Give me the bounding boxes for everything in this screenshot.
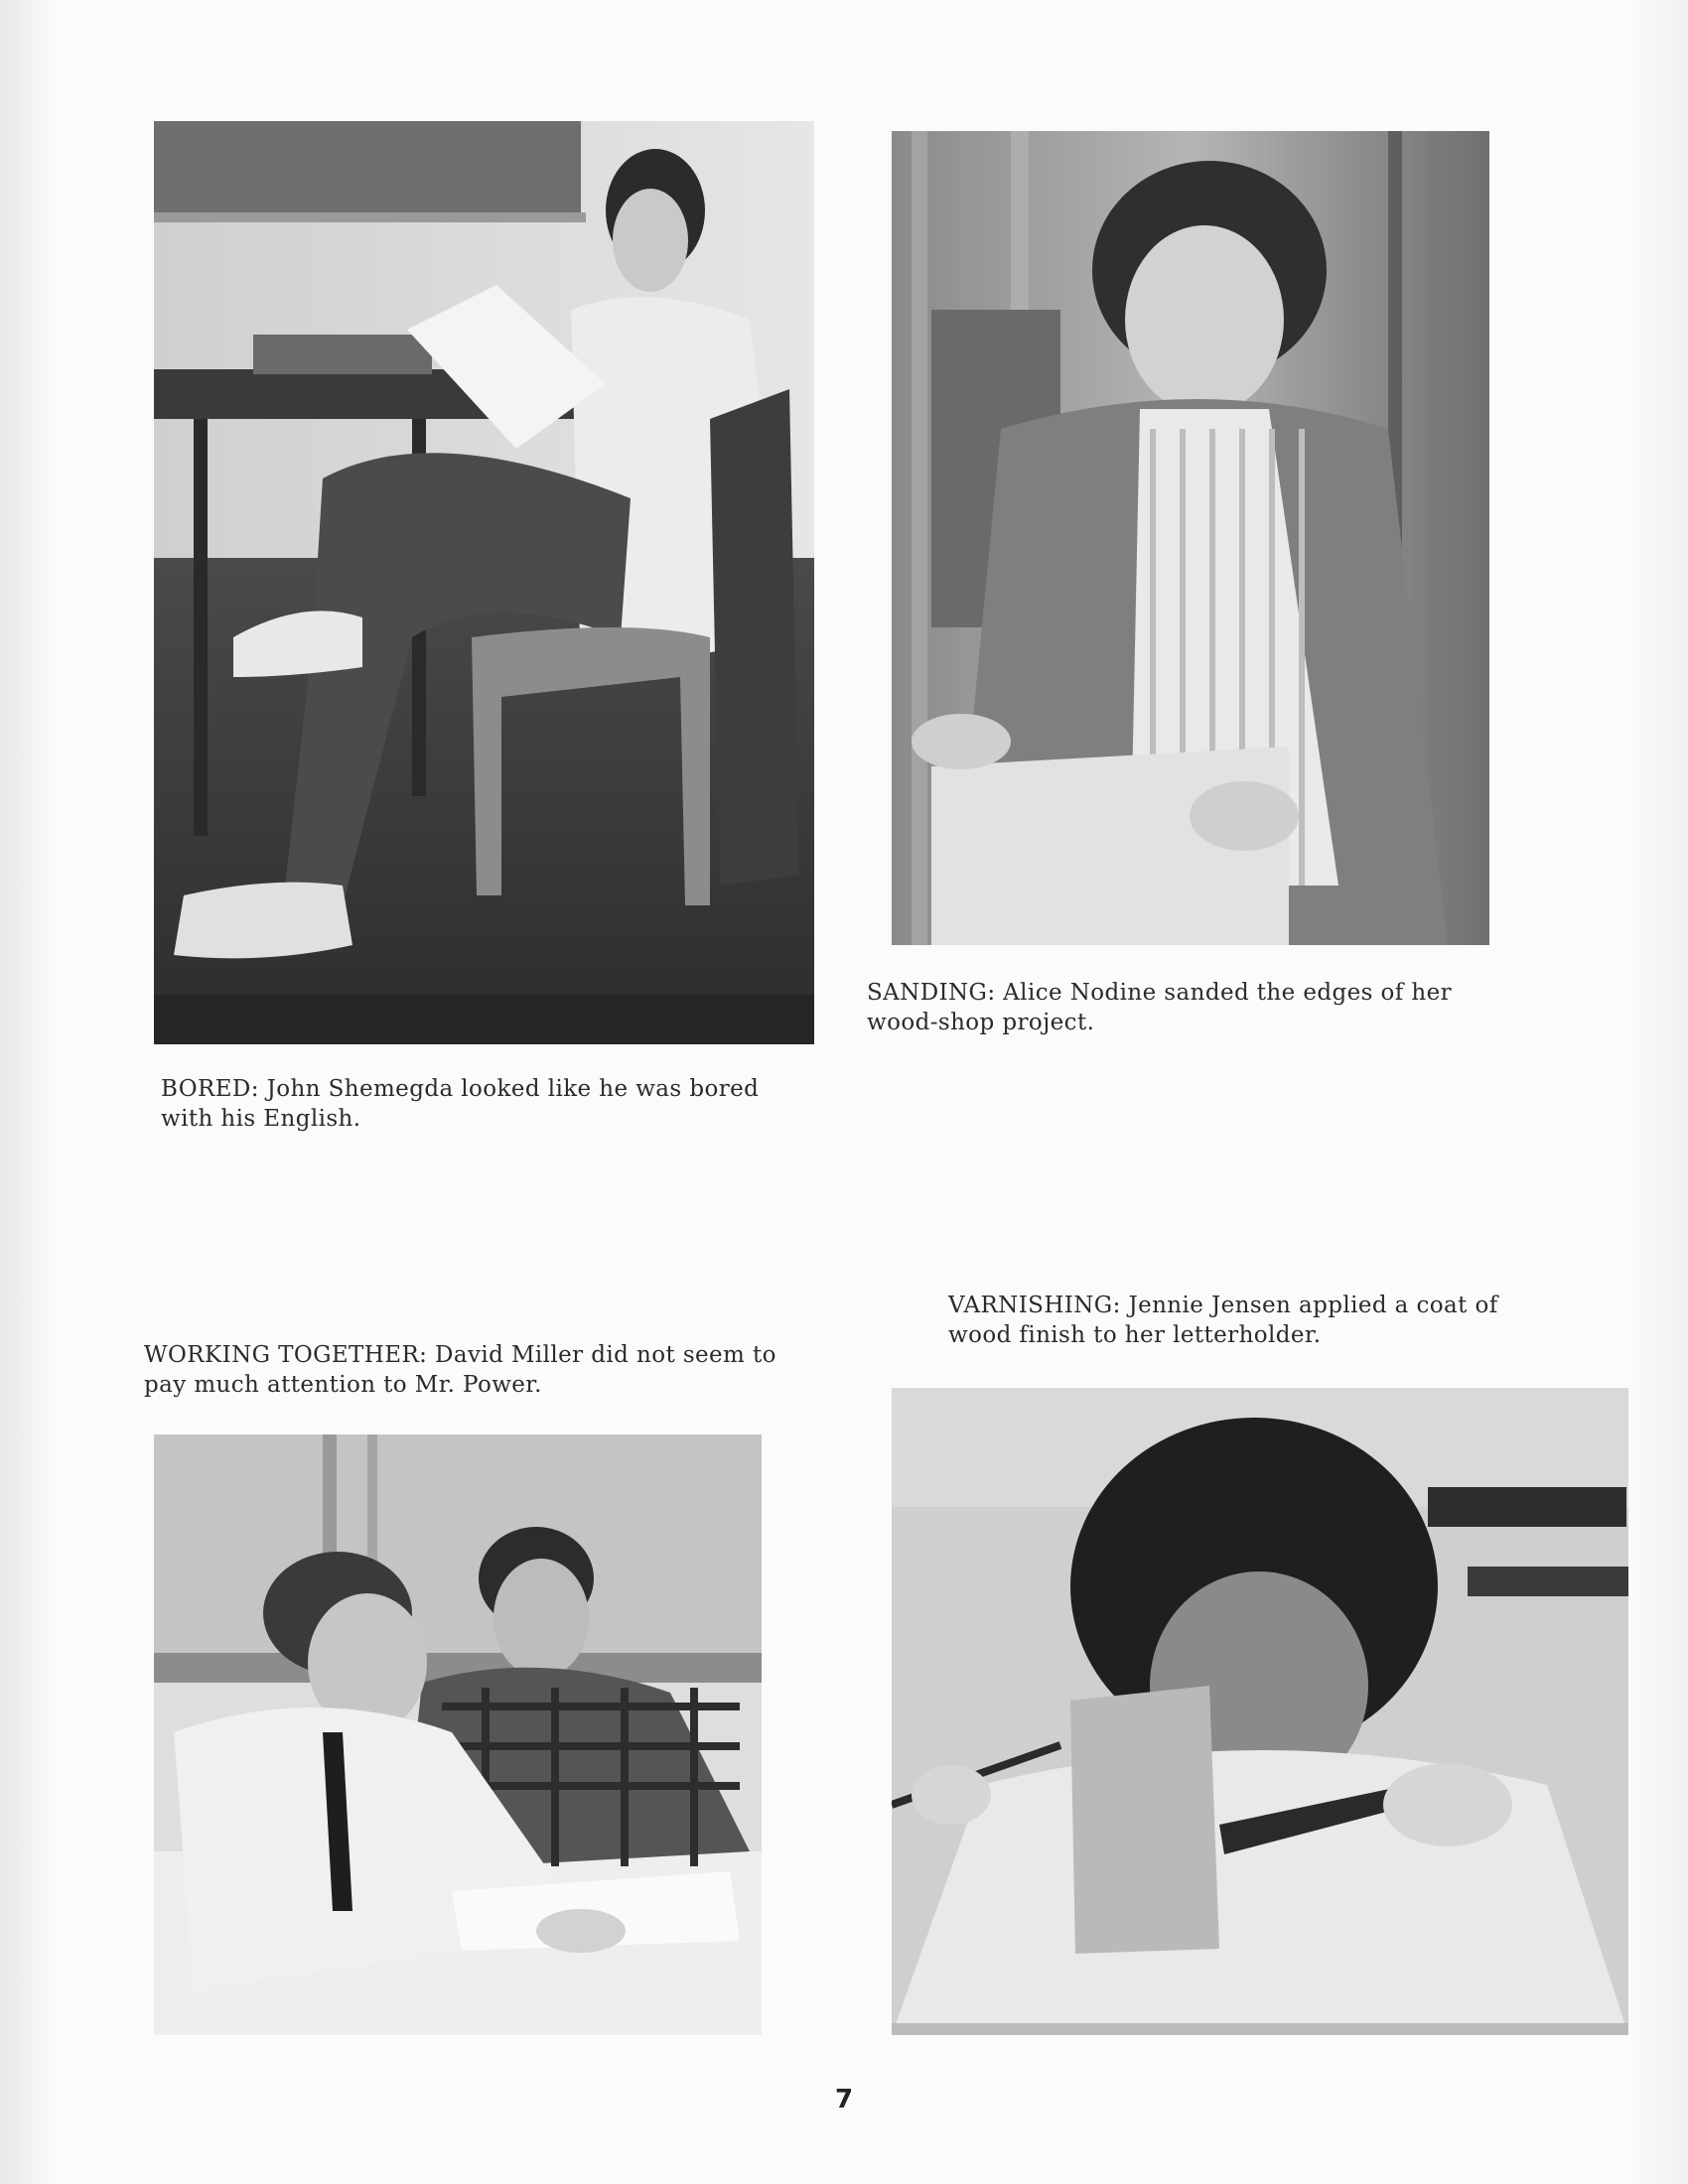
- photo-sanding: [892, 131, 1489, 945]
- caption-bored: BORED: John Shemegda looked like he was bored with his English.: [161, 1076, 760, 1132]
- page-edge-right: [1628, 0, 1688, 2184]
- photo-working-together: [154, 1434, 762, 2035]
- caption-sanding: SANDING: Alice Nodine sanded the edges of her wood-shop project.: [867, 980, 1453, 1035]
- caption-varnishing: VARNISHING: Jennie Jensen applied a coat of wood finish to her letterholder.: [948, 1293, 1498, 1348]
- page-number: 7: [834, 2085, 854, 2115]
- caption-working-together: WORKING TOGETHER: David Miller did not seem to pay much attention to Mr. Power.: [144, 1342, 776, 1398]
- page-edge-left: [0, 0, 60, 2184]
- photo-varnishing: [892, 1388, 1628, 2035]
- photo-bored: [154, 121, 814, 1044]
